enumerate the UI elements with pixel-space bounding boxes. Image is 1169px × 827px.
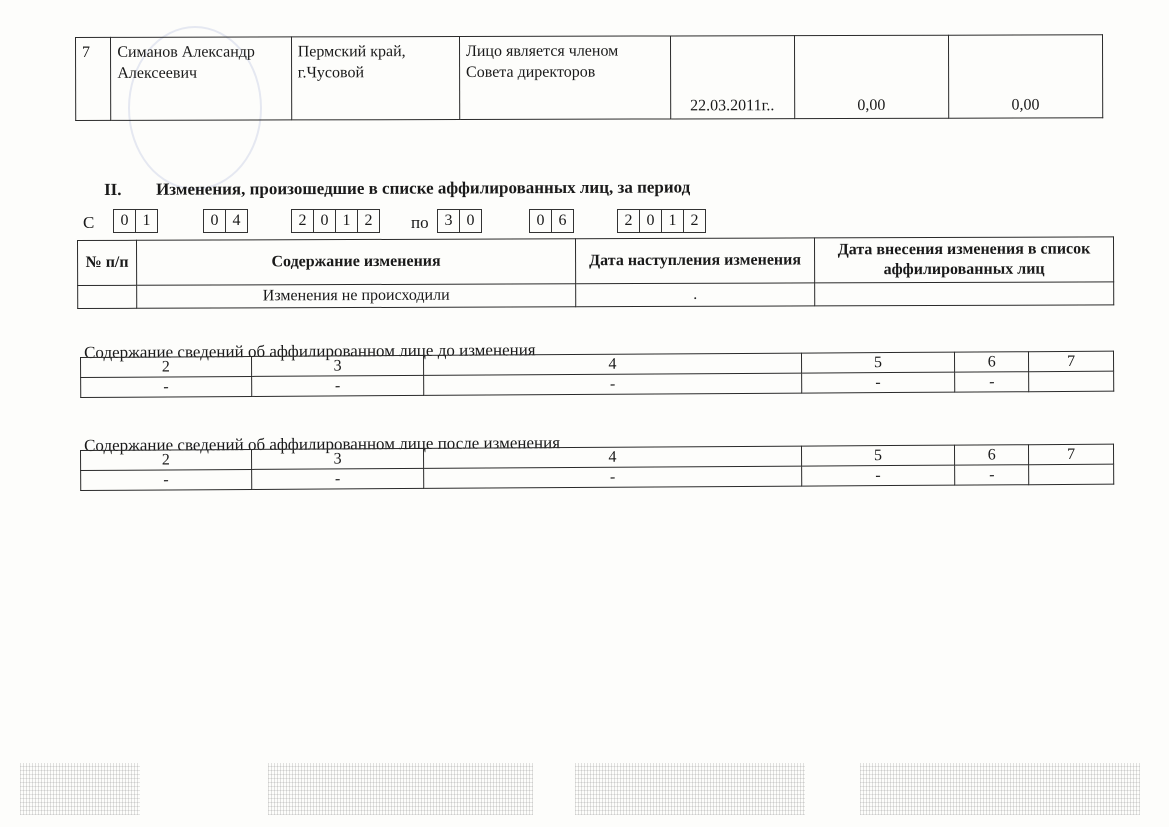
cell-change-date: .: [576, 283, 815, 307]
scan-noise: [860, 763, 1140, 815]
cell: -: [251, 468, 424, 489]
cell-content: Изменения не происходили: [137, 284, 576, 309]
affiliation-date: 22.03.2011г..: [670, 36, 794, 119]
col-header: 2: [81, 356, 252, 377]
affiliate-row-table: [75, 34, 1103, 121]
digit: 0: [530, 210, 552, 232]
col-header: 5: [801, 352, 955, 373]
affiliation-basis: Лицо является членом Совета директоров: [459, 36, 670, 120]
digit: 1: [336, 210, 358, 232]
before-table: [80, 351, 1114, 398]
changes-table: [77, 236, 1114, 309]
after-table: [80, 444, 1114, 491]
col-header: 6: [955, 352, 1029, 372]
row-number: 7: [76, 37, 111, 120]
col-header: 6: [955, 445, 1029, 465]
col-header: 5: [801, 445, 955, 466]
share-stock: 0,00: [948, 35, 1102, 118]
digit: 2: [690, 212, 699, 229]
cell: -: [81, 469, 252, 490]
digit: 6: [558, 212, 567, 229]
digit: 2: [364, 212, 373, 229]
scan-noise: [575, 763, 805, 815]
cell-number: [78, 285, 137, 308]
cell-entry-date: [815, 282, 1114, 306]
table-row: [78, 282, 1114, 309]
digit: 0: [640, 210, 662, 232]
section-title: Изменения, произошедшие в списке аффилированных лиц, за период: [155, 177, 691, 199]
scan-noise: [20, 763, 140, 815]
table-row: [76, 35, 1103, 121]
to-month-box: [529, 209, 574, 233]
col-header: 3: [251, 355, 424, 376]
person-name: Симанов Александр Алексеевич: [111, 37, 292, 120]
digit: 0: [114, 210, 136, 232]
col-header-number: № п/п: [78, 240, 137, 285]
table-header-row: [78, 237, 1114, 286]
digit: 0: [204, 210, 226, 232]
period-from-label: С: [83, 213, 95, 232]
cell: [1029, 371, 1114, 392]
digit: 0: [314, 210, 336, 232]
from-year-box: [291, 209, 380, 233]
digit: 2: [292, 210, 314, 232]
digit: 4: [232, 212, 241, 229]
col-header: 7: [1029, 351, 1114, 372]
cell: -: [81, 376, 252, 397]
cell: -: [251, 375, 424, 396]
cell: -: [801, 372, 955, 393]
share-capital: 0,00: [794, 35, 948, 118]
cell: [1029, 464, 1114, 485]
col-header: 7: [1029, 444, 1114, 465]
cell: -: [424, 466, 801, 488]
col-header-change-date: Дата наступления изменения: [575, 238, 814, 284]
period-to-label: по: [411, 213, 429, 232]
digit: 3: [438, 210, 460, 232]
cell: -: [424, 373, 801, 395]
cell: -: [955, 372, 1029, 392]
col-header: 4: [424, 446, 801, 468]
col-header-content: Содержание изменения: [137, 239, 576, 286]
to-year-box: [617, 209, 706, 233]
cell: -: [955, 465, 1029, 485]
from-month-box: [203, 209, 248, 233]
digit: 0: [466, 212, 475, 229]
digit: 2: [618, 210, 640, 232]
scan-noise: [268, 763, 533, 815]
from-day-box: [113, 209, 158, 233]
before-caption: Содержание сведений об аффилированном лице до изменения: [84, 340, 536, 362]
digit: 1: [662, 210, 684, 232]
col-header: 4: [424, 353, 801, 375]
to-day-box: [437, 209, 482, 233]
after-caption: Содержание сведений об аффилированном лице после изменения: [84, 433, 561, 455]
col-header: 2: [81, 449, 252, 470]
cell: -: [801, 465, 955, 486]
col-header-entry-date: Дата внесения изменения в список аффилированных лиц: [814, 237, 1113, 283]
digit: 1: [142, 212, 151, 229]
section-heading: [104, 177, 690, 200]
col-header: 3: [251, 448, 424, 469]
section-number: II.: [104, 179, 122, 199]
person-location: Пермский край, г.Чусовой: [291, 36, 460, 119]
